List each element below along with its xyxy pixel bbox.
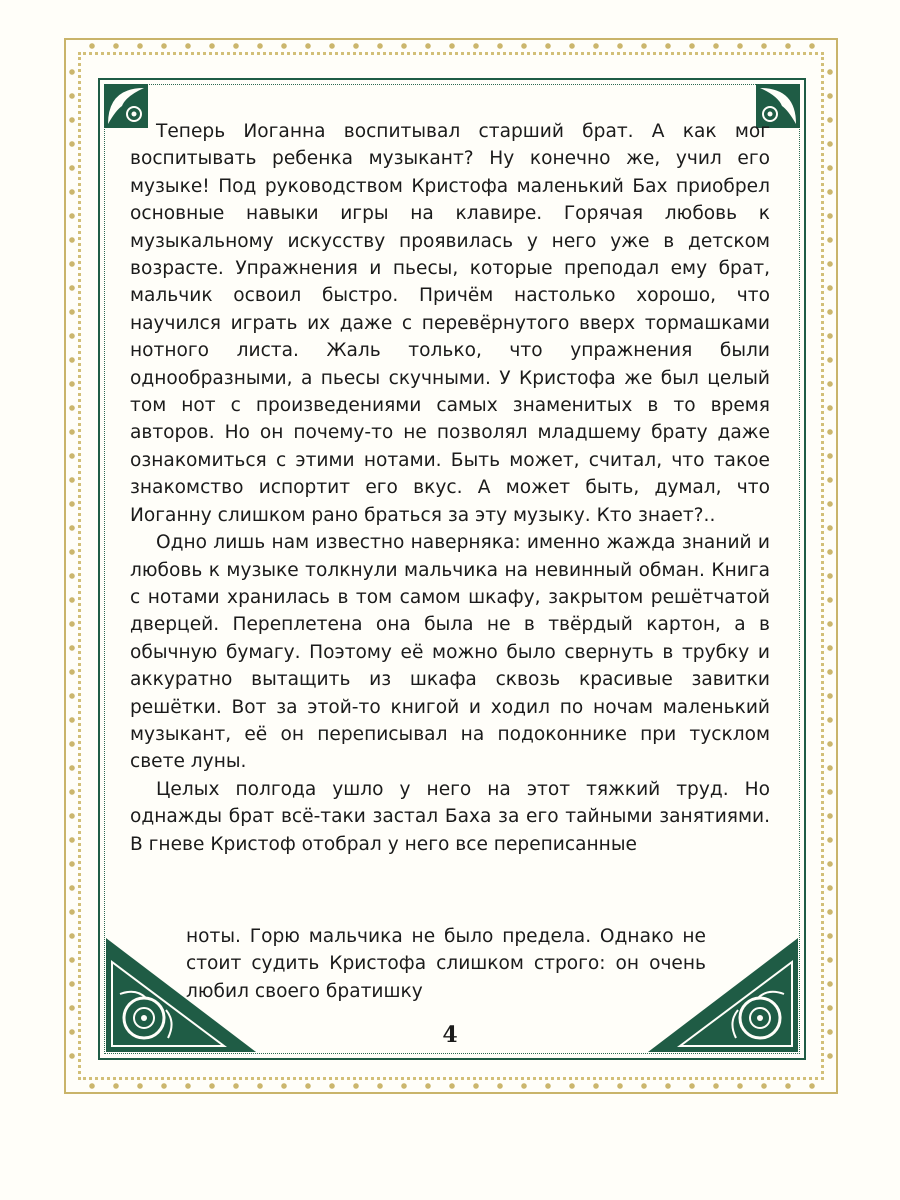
body-text-continued (186, 923, 706, 1005)
body-text (130, 118, 770, 858)
paragraph-1: Теперь Иоганна воспитывал старший брат. А как мог воспитывать ребенка музыкант? Ну конечно же, учил его музыке! Под руководством Кристофа маленький Бах приобрел основные навыки игры на клавире. Горячая любовь к музыкальному искусству проявилась у него уже в детском возрасте. Упражнения и пьесы, которые преподал ему брат, мальчик освоил быстро. Причём настолько хорошо, что научился играть их даже с перевёрнутого вверх тормашками нотного листа. Жаль только, что упражнения были однообразными, а пьесы скучными. У Кристофа же был целый том нот с произведениями самых знаменитых в то время авторов. Но он почему-то не позволял младшему брату даже ознакомиться с этими нотами. Быть может, считал, что такое знакомство испортит его вкус. А может быть, думал, что Иоганну слишком рано браться за эту музыку. Кто знает?.. (130, 121, 770, 526)
paragraph-2: Одно лишь нам известно наверняка: именно жажда знаний и любовь к музыке толкнули мальчика на невинный обман. Книга с нотами хранилась в том самом шкафу, закрытом решётчатой дверцей. Переплетена она была не в твёрдый картон, а в обычную бумагу. Поэтому её можно было свернуть в трубку и аккуратно вытащить из шкафа сквозь красивые завитки решётки. Вот за этой-то книгой и ходил по ночам маленький музыкант, её он переписывал на подоконнике при тусклом свете луны. (130, 532, 770, 773)
paragraph-continuation: ноты. Горю мальчика не было предела. Однако не стоит судить Кристофа слишком строго: он очень любил своего братишку (186, 926, 706, 1002)
page-number: 4 (442, 1022, 458, 1048)
paragraph-3: Целых полгода ушло у него на этот тяжкий труд. Но однажды брат всё-таки застал Баха за его тайными занятиями. В гневе Кристоф отобрал у него все переписанные (130, 778, 770, 855)
gold-ornament-top (80, 40, 822, 52)
gold-ornament-bottom (80, 1080, 822, 1092)
gold-ornament-left (66, 60, 78, 1072)
gold-ornament-right (824, 60, 836, 1072)
